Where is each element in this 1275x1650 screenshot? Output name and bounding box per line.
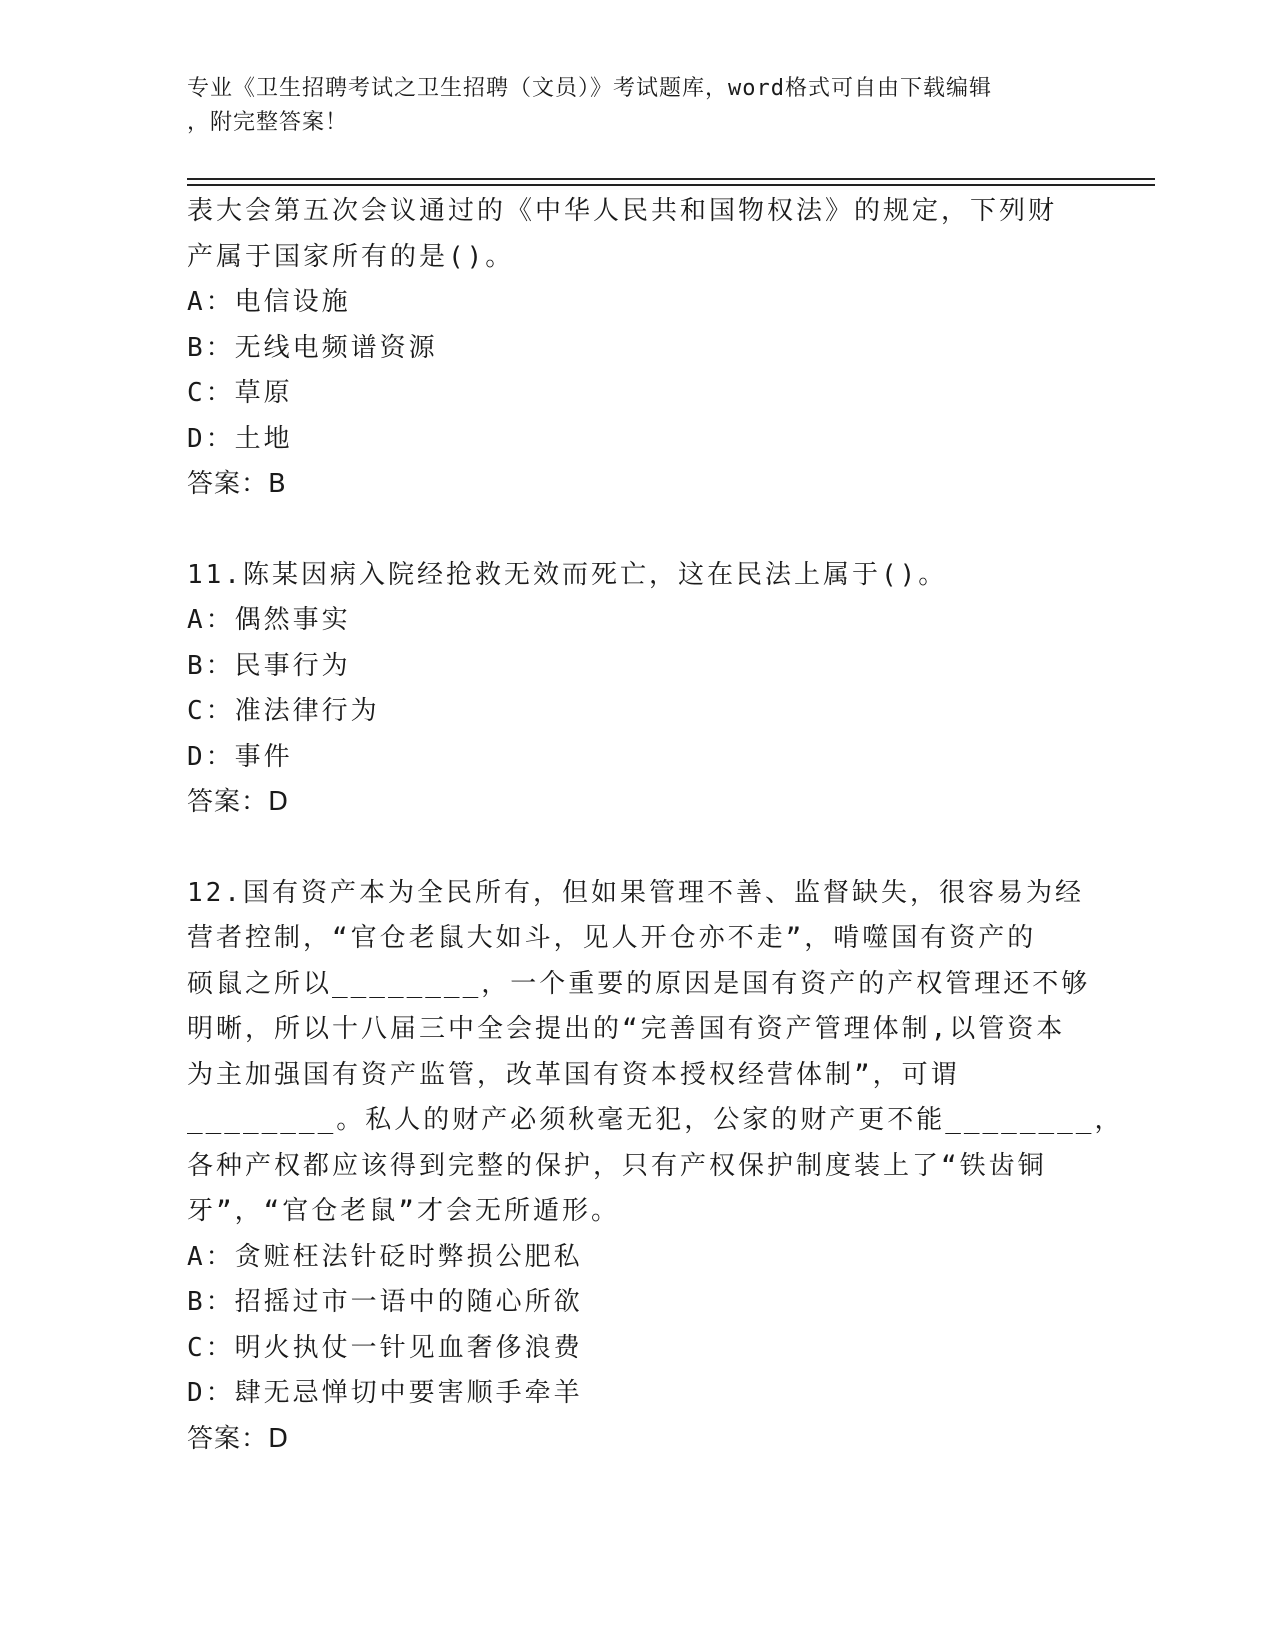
header-divider-bottom	[187, 184, 1155, 186]
option-a: A：贪赃枉法针砭时弊损公肥私	[187, 1241, 583, 1272]
question-stem-line: 牙”，“官仓老鼠”才会无所遁形。	[187, 1196, 620, 1226]
answer-line: 答案：D	[187, 1423, 290, 1454]
question-stem-line: 各种产权都应该得到完整的保护，只有产权保护制度装上了“铁齿铜	[187, 1150, 1047, 1181]
question-11	[187, 553, 1087, 826]
question-12	[187, 871, 1124, 1463]
document-header	[187, 72, 1087, 140]
header-divider-top	[187, 178, 1155, 180]
question-stem-line: ________。私人的财产必须秋毫无犯，公家的财产更不能________，	[187, 1105, 1124, 1135]
option-a: A：电信设施	[187, 287, 351, 317]
answer-line: 答案：B	[187, 469, 287, 499]
option-c: C：准法律行为	[187, 696, 380, 726]
question-content	[187, 189, 1124, 1462]
answer-line: 答案：D	[187, 787, 290, 817]
question-stem-line: 明晰，所以十八届三中全会提出的“完善国有资产管理体制,以管资本	[187, 1014, 1066, 1044]
option-d: D：事件	[187, 741, 293, 772]
question-10	[187, 189, 1087, 508]
header-line-1: 专业《卫生招聘考试之卫生招聘（文员）》考试题库，word格式可自由下载编辑	[187, 76, 992, 101]
question-stem-line: 表大会第五次会议通过的《中华人民共和国物权法》的规定，下列财	[187, 196, 1058, 226]
option-d: D：土地	[187, 423, 293, 454]
option-d: D：肆无忌惮切中要害顺手牵羊	[187, 1378, 583, 1408]
question-stem-line: 11.陈某因病入院经抢救无效而死亡，这在民法上属于()。	[187, 559, 948, 590]
option-c: C：草原	[187, 378, 293, 408]
question-stem-line: 产属于国家所有的是()。	[187, 241, 515, 272]
question-spacer	[187, 508, 1087, 553]
header-line-2: ，附完整答案！	[187, 110, 349, 135]
question-stem-line: 12.国有资产本为全民所有，但如果管理不善、监督缺失，很容易为经	[187, 877, 1084, 908]
option-b: B：无线电频谱资源	[187, 332, 438, 363]
option-b: B：民事行为	[187, 650, 351, 681]
question-stem-line: 为主加强国有资产监管，改革国有资本授权经营体制”，可谓	[187, 1059, 960, 1090]
option-a: A：偶然事实	[187, 605, 351, 635]
question-stem-line: 营者控制，“官仓老鼠大如斗，见人开仓亦不走”，啃噬国有资产的	[187, 923, 1037, 953]
question-spacer	[187, 826, 1087, 871]
option-b: B：招摇过市一语中的随心所欲	[187, 1287, 583, 1317]
question-stem-line: 硕鼠之所以________，一个重要的原因是国有资产的产权管理还不够	[187, 968, 1091, 999]
option-c: C：明火执仗一针见血奢侈浪费	[187, 1332, 583, 1363]
